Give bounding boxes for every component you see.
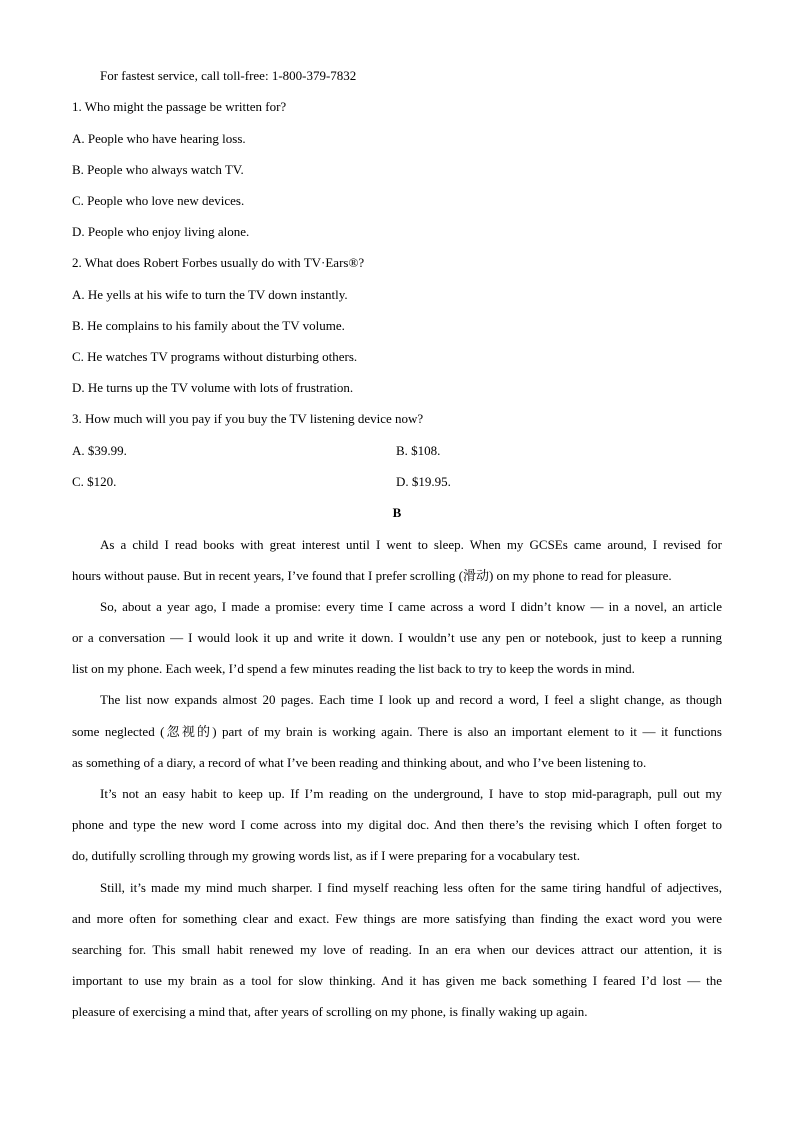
passage-line: list on my phone. Each week, I’d spend a few minutes reading the list back to try to keep the words in mind. [72,661,635,676]
passage-line: hours without pause. But in recent years, I’ve found that I prefer scrolling (滑动) on my phone to read for pleasure. [72,568,672,583]
passage-line: and more often for something clear and exact. Few things are more satisfying than finding the exact word you were [72,911,722,926]
question-2-option-c: C. He watches TV programs without disturbing others. [72,349,358,364]
service-line: For fastest service, call toll-free: 1-800-379-7832 [100,68,357,83]
passage-line: pleasure of exercising a mind that, after years of scrolling on my phone, is finally waking up again. [72,1004,588,1019]
question-3-stem: 3. How much will you pay if you buy the TV listening device now? [72,411,424,426]
passage-line: The list now expands almost 20 pages. Each time I look up and record a word, I feel a slight change, as though [100,692,722,707]
question-1-option-d: D. People who enjoy living alone. [72,224,250,239]
question-1-stem: 1. Who might the passage be written for? [72,99,287,114]
question-2-option-d: D. He turns up the TV volume with lots of frustration. [72,380,354,395]
question-1-option-a: A. People who have hearing loss. [72,131,246,146]
passage-line: As a child I read books with great interest until I went to sleep. When my GCSEs came around, I revised for [100,537,722,552]
passage-line: So, about a year ago, I made a promise: every time I came across a word I didn’t know — in a novel, an article [100,599,722,614]
passage-line: or a conversation — I would look it up and write it down. I wouldn’t use any pen or notebook, just to keep a running [72,630,722,645]
passage-line: do, dutifully scrolling through my growing words list, as if I were preparing for a vocabulary test. [72,848,580,863]
question-1-option-b: B. People who always watch TV. [72,162,244,177]
passage-line: searching for. This small habit renewed my love of reading. In an era when our devices attract our attention, it is [72,942,722,957]
passage-line: as something of a diary, a record of what I’ve been reading and thinking about, and who I’ve been listening to. [72,755,647,770]
passage-line: phone and type the new word I come across into my digital doc. And then there’s the revising which I often forget to [72,817,722,832]
passage-line: important to use my brain as a tool for slow thinking. And it has given me back something I feared I’d lost — the [72,973,722,988]
passage-line: Still, it’s made my mind much sharper. I find myself reaching less often for the same tiring handful of adjectives, [100,880,722,895]
question-3-option-c: C. $120. [72,474,117,489]
section-heading: B [392,505,402,520]
question-1-option-c: C. People who love new devices. [72,193,245,208]
passage-line: some neglected (忽视的) part of my brain is working again. There is also an important element to it — it functions [72,724,722,739]
question-3-option-d: D. $19.95. [396,474,451,489]
question-2-stem: 2. What does Robert Forbes usually do with TV·Ears®? [72,255,365,270]
question-3-option-a: A. $39.99. [72,443,127,458]
question-2-option-b: B. He complains to his family about the TV volume. [72,318,345,333]
question-2-option-a: A. He yells at his wife to turn the TV down instantly. [72,287,348,302]
passage-line: It’s not an easy habit to keep up. If I’m reading on the underground, I have to stop mid-paragraph, pull out my [100,786,722,801]
question-3-option-b: B. $108. [396,443,441,458]
